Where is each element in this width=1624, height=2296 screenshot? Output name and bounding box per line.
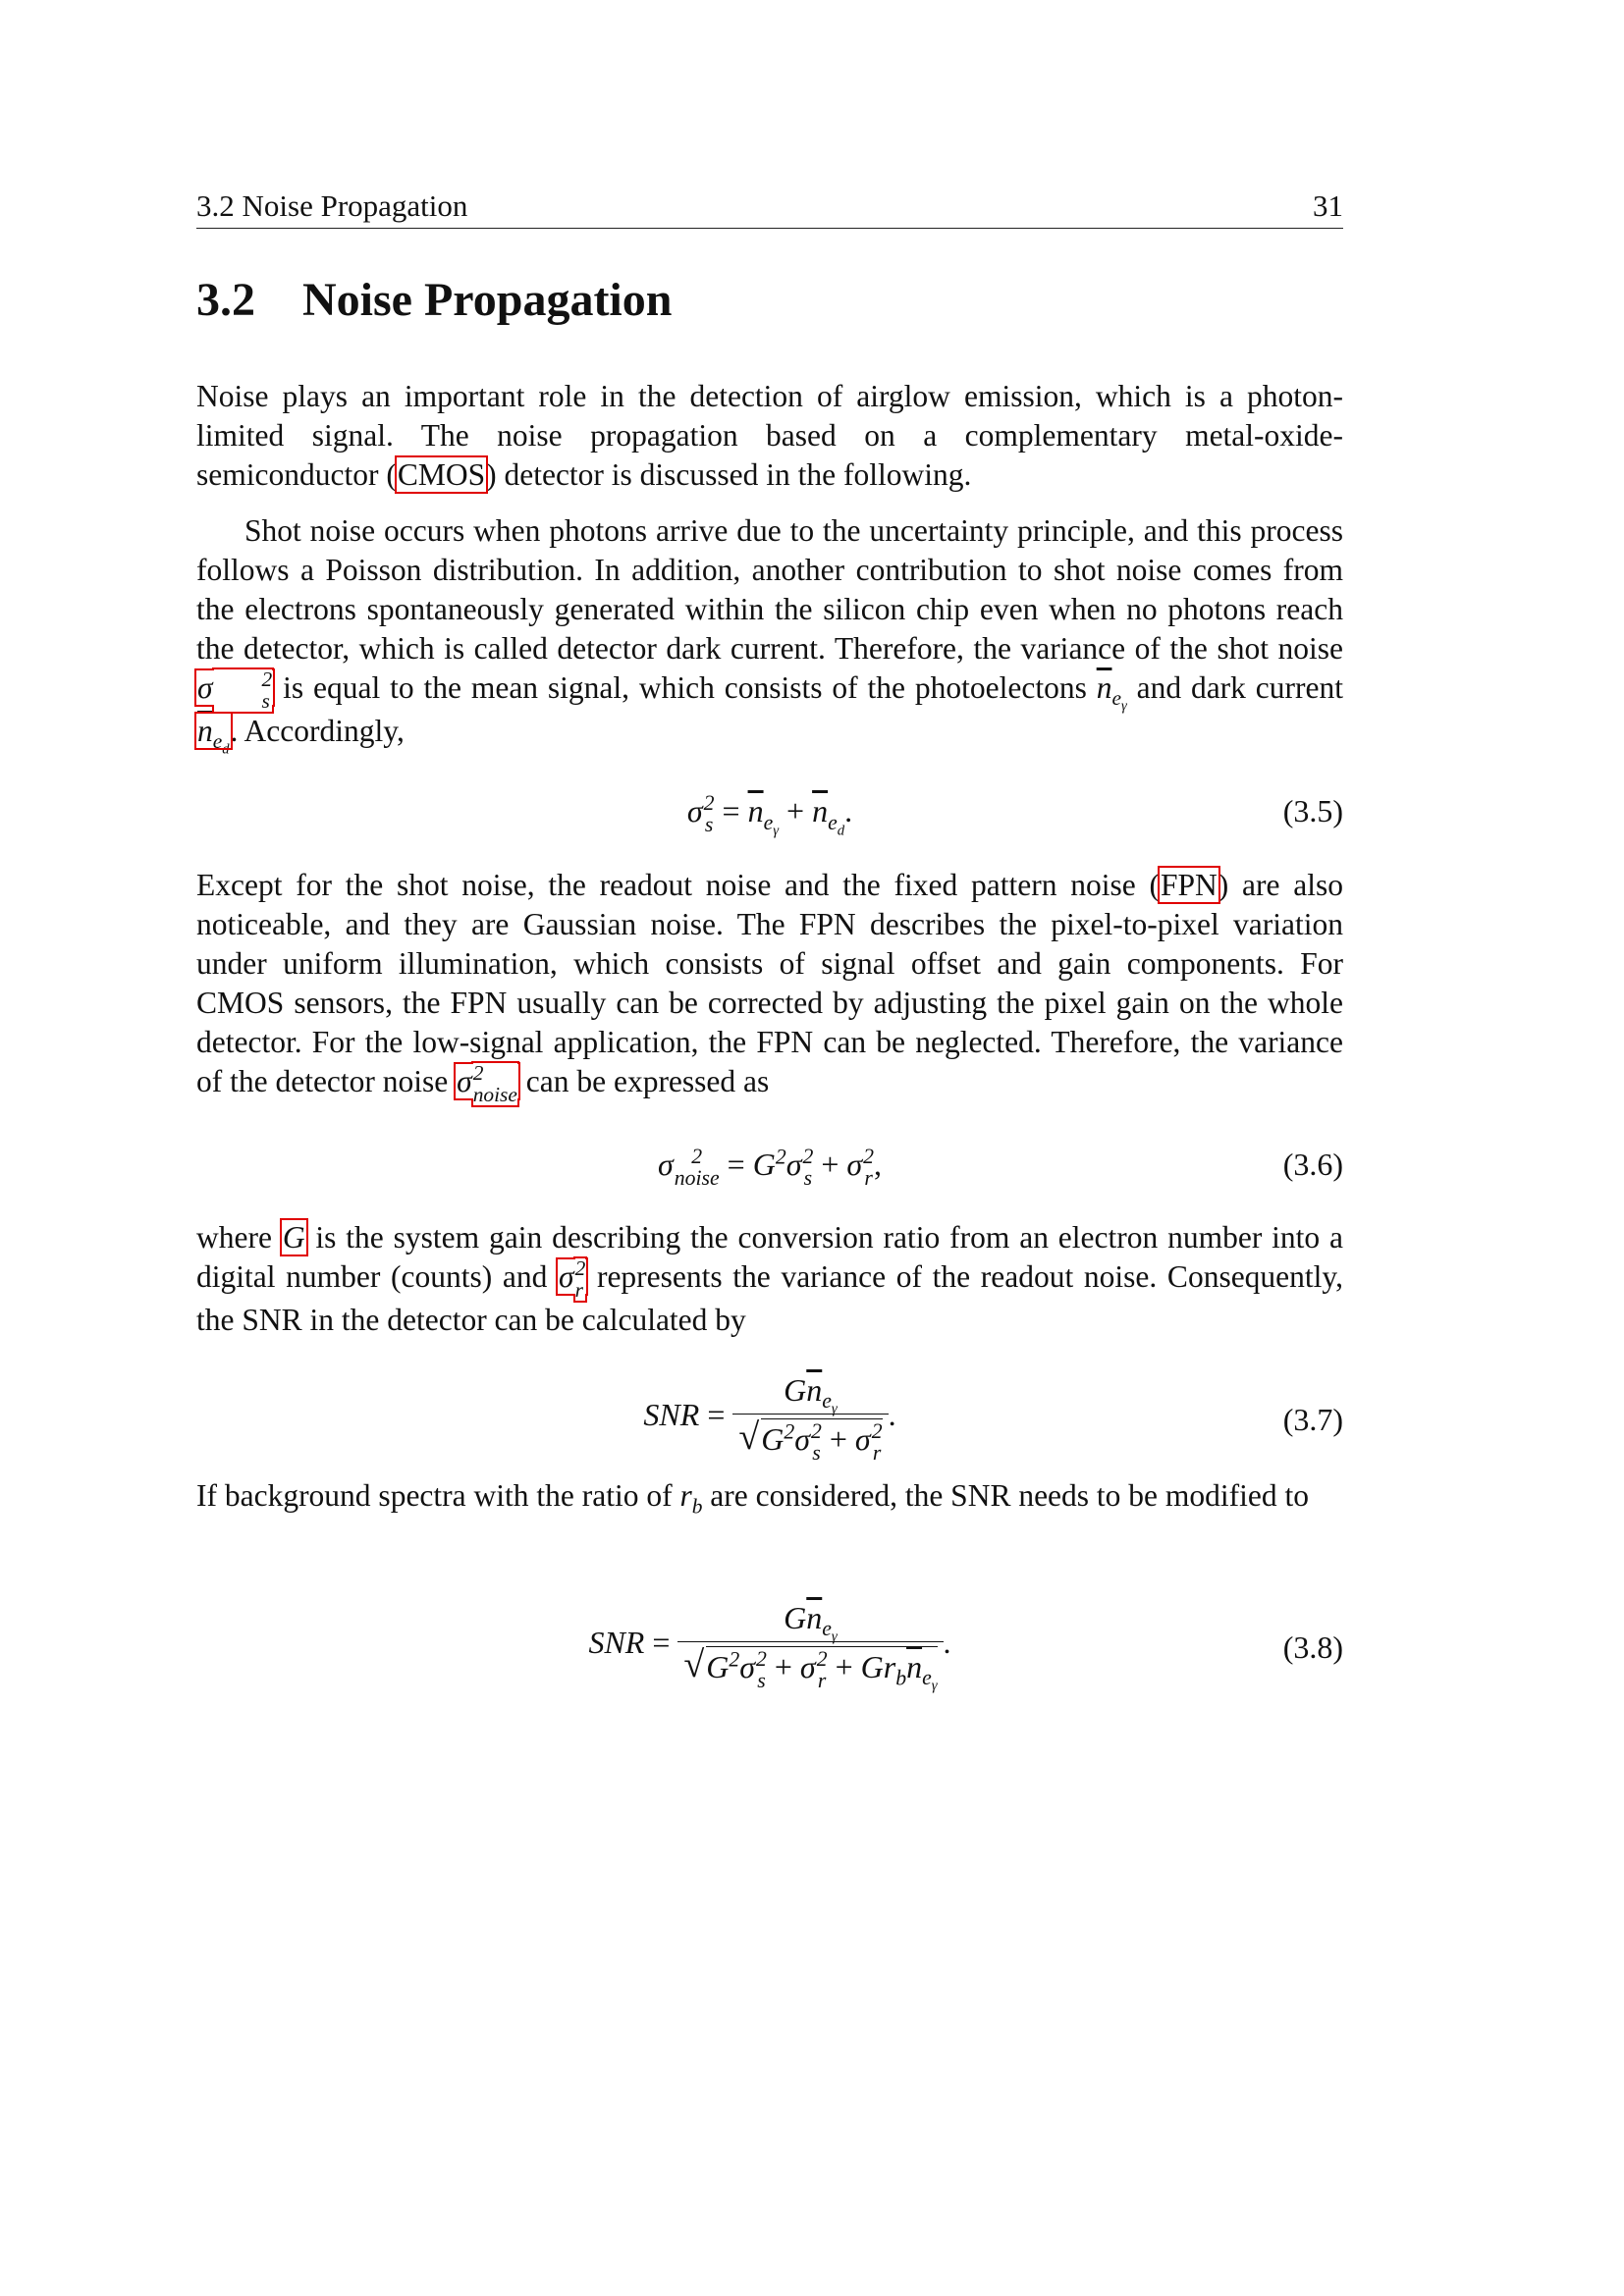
paragraph-2: [196, 511, 1343, 758]
p3-text-1: Except for the shot noise, the readout noise and the fixed pattern noise (: [196, 868, 1160, 902]
equation-number: (3.6): [1282, 1147, 1343, 1182]
equation-number: (3.7): [1282, 1402, 1343, 1437]
equation-3-7-body: SNR = $G\overline{n}_{e_\gamma}$ √ $G^2\sigma$ 2 s + σ 2 r .: [643, 1372, 896, 1465]
p2-text-4: . Accordingly,: [230, 714, 405, 749]
section-title: Noise Propagation: [302, 274, 673, 326]
equation-3-8: [196, 1600, 1343, 1708]
p5-text-2: are considered, the SNR needs to be modified to: [702, 1478, 1310, 1513]
n-e-d-link[interactable]: $\overline{n}_{e_d}$: [197, 714, 230, 758]
section-heading: [196, 273, 672, 328]
page-number: 31: [1313, 188, 1343, 223]
paragraph-5: [196, 1476, 1343, 1519]
cmos-acronym-link[interactable]: CMOS: [397, 457, 486, 492]
equation-number: (3.5): [1282, 793, 1343, 828]
section-number: 3.2: [196, 274, 255, 326]
p2-text-1: Shot noise occurs when photons arrive due to the uncertainty principle, and this process follows a Poisson distribution. In addition, another contribution to shot noise comes from the electrons spontaneously generated within the silicon chip even when no photons reach the detector, which is called detector dark current. Therefore, the variance of the shot noise: [196, 513, 1343, 666]
equation-3-6-body: σ 2 noise = $G^2\sigma$ 2 s + σ 2 r ,: [657, 1145, 883, 1190]
p1-text-1: Noise plays an important role in the detection of airglow emission, which is a photon-limited signal. The noise propagation based on a complementary metal-oxide-semiconductor (: [196, 379, 1343, 492]
running-head: [196, 188, 1343, 229]
equation-number: (3.8): [1282, 1629, 1343, 1665]
sigma-r-squared-link[interactable]: σ 2 r: [559, 1256, 586, 1302]
sigma-noise-link[interactable]: σ 2 noise: [457, 1061, 517, 1106]
running-head-section: 3.2 Noise Propagation: [196, 188, 468, 223]
p4-text-1: where: [196, 1220, 282, 1255]
p5-text-1: If background spectra with the ratio of: [196, 1478, 680, 1513]
n-e-gamma-symbol: $\overline{n}_{e_\gamma}$: [1096, 670, 1127, 715]
r-b-symbol: $r_b$: [679, 1478, 703, 1519]
p2-text-2: is equal to the mean signal, which consists of the photoelectons: [273, 670, 1097, 705]
equation-3-5-body: σ 2 s = $\overline{n}_{e_\gamma} + \overline{n}_{e_d}$.: [686, 791, 853, 838]
equation-3-8-body: SNR = $G\overline{n}_{e_\gamma}$ √ $G^2\sigma$ 2 s + σ 2 r + $Gr_b\overline{n}_{e_\gamma}$ .: [588, 1600, 951, 1694]
p2-text-3: and dark current: [1126, 670, 1343, 705]
gain-g-link[interactable]: G: [282, 1220, 305, 1255]
p1-text-2: ) detector is discussed in the following.: [486, 457, 972, 492]
equation-3-7: [196, 1372, 1343, 1480]
p3-text-3: can be expressed as: [517, 1064, 770, 1098]
p4-text-2: is the system gain describing the conversion ratio from an electron number into a digital number (counts) and: [196, 1220, 1344, 1294]
p4-text-3: represents the variance of the readout noise. Consequently, the SNR in the detector can be calculated by: [196, 1259, 1343, 1338]
paragraph-3: [196, 866, 1343, 1105]
equation-3-5: [196, 793, 1343, 852]
paragraph-1: [196, 377, 1343, 495]
paragraph-4: [196, 1218, 1343, 1340]
fpn-acronym-link[interactable]: FPN: [1160, 868, 1218, 902]
p3-text-2: ) are also noticeable, and they are Gaussian noise. The FPN describes the pixel-to-pixel variation under uniform illumination, which consists of signal offset and gain components. For CMOS sensors, the FPN usually can be corrected by adjusting the pixel gain on the whole detector. For the low-signal application, the FPN can be neglected. Therefore, the variance of the detector noise: [196, 868, 1343, 1098]
equation-3-6: [196, 1147, 1343, 1205]
sigma-s-squared-link[interactable]: σ 2 s: [197, 667, 273, 713]
